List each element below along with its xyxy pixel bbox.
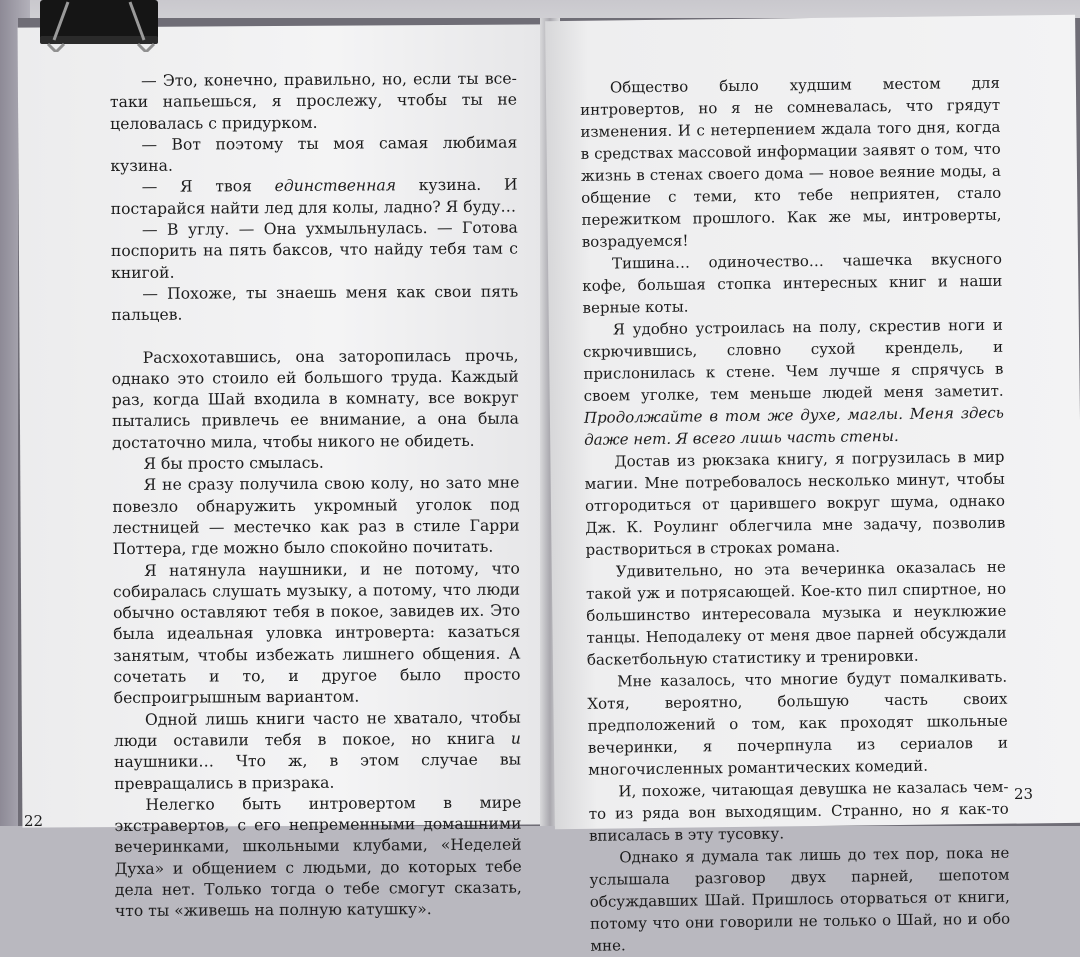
right-page-number: 23 [1014, 785, 1034, 803]
paragraph: Мне казалось, что многие будут помалкивать. Хотя, вероятно, большую часть своих предположений о том, как проходят школьные вечеринки, я почерпнула из сериалов и многочисленных романтических комедий. [587, 667, 1009, 779]
right-page [545, 15, 1080, 955]
paragraph: — В углу. — Она ухмыльнулась. — Готова поспорить на пять баксов, что найду тебя там с книгой. [110, 218, 518, 282]
paragraph: Я удобно устроилась на полу, скрестив ноги и скрючившись, словно сухой крендель, и прислонилась к стене. Чем лучше я спрячусь в своем уголке, тем меньше людей меня заметит. Продолжайте в том же духе, маглы. Меня здесь даже нет. Я всего лишь часть стены. [583, 315, 1005, 449]
paragraph: Тишина… одиночество… чашечка вкусного кофе, большая стопка интересных книг и наши верные коты. [582, 249, 1003, 317]
left-page-number: 22 [24, 812, 44, 830]
paragraph: Достав из рюкзака книгу, я погрузилась в мир магии. Мне потребовалось несколько минут, чтобы отгородиться от царившего вокруг шума, однако Дж. К. Роулинг облегчила мне задачу, позволив раствориться в строках романа. [584, 447, 1006, 559]
binder-clip-icon [34, 0, 164, 52]
paragraph: Одной лишь книги часто не хватало, чтобы люди оставили тебя в покое, но книга и наушники… Что ж, в этом случае вы превращались в призрака. [113, 708, 522, 793]
paragraph: Общество было худшим местом для интровертов, но я не сомневалась, что грядут изменения. И с нетерпением ждала того дня, когда в средствах массовой информации заявят о том, что жизнь в стенах своего дома — новое веяние моды, а общение с теми, кто тебе неприятен, стало пережитком прошлого. Как же мы, интроверты, возрадуемся! [580, 73, 1002, 251]
paragraph: Расхохотавшись, она заторопилась прочь, однако это стоило ей большого труда. Каждый раз, когда Шай входила в комнату, все вокруг пытались привлечь ее внимание, а она была достаточно мила, чтобы никого не обидеть. [111, 346, 520, 452]
left-page [18, 24, 550, 921]
paragraph: — Я твоя единственная кузина. И постарайся найти лед для колы, ладно? Я буду… [110, 176, 518, 218]
paragraph: Я натянула наушники, и не потому, что собиралась слушать музыку, а потому, что люди обычно оставляют тебя в покое, завидев их. Это была идеальная уловка интроверта: казаться занятым, чтобы избежать лишнего общения. А сочетать и то, и другое было просто беспроигрышным вариантом. [112, 559, 521, 708]
paragraph: Я не сразу получила свою колу, но зато мне повезло обнаружить укромный уголок под лестницей — местечко как раз в стиле Гарри Поттера, где можно было спокойно почитать. [112, 473, 520, 559]
paragraph: И, похоже, читающая девушка не казалась чем-то из ряда вон выходящим. Странно, но я как-то вписалась в эту тусовку. [588, 777, 1009, 845]
paragraph: Удивительно, но эта вечеринка оказалась не такой уж и потрясающей. Кое-кто пил спиртное, но большинство интересовала музыка и неуклюжие танцы. Неподалеку от меня двое парней обсуждали баскетбольную статистику и тренировки. [585, 557, 1007, 669]
paragraph: Однако я думала так лишь до тех пор, пока не услышала разговор двух парней, шепотом обсуждавших Шай. Пришлось оторваться от книги, потому что они говорили не только о Шай, но и обо мне. [589, 843, 1011, 955]
paragraph: Я бы просто смылась. [143, 453, 324, 473]
paragraph: — Похоже, ты знаешь меня как свои пять пальцев. [111, 282, 519, 325]
paragraph: — Вот поэтому ты моя самая любимая кузина. [110, 133, 518, 176]
paragraph: — Это, конечно, правильно, но, если ты все-таки напьешься, я прослежу, чтобы ты не целовалась с придурком. [109, 69, 518, 133]
paragraph: Нелегко быть интровертом в мире экстравертов, с его непременными домашними вечеринками, школьными клубами, «Неделей Духа» и общением с людьми, до которых тебе дела нет. Только тогда о тебе смогут сказать, что ты «живешь на полную катушку». [114, 793, 522, 921]
